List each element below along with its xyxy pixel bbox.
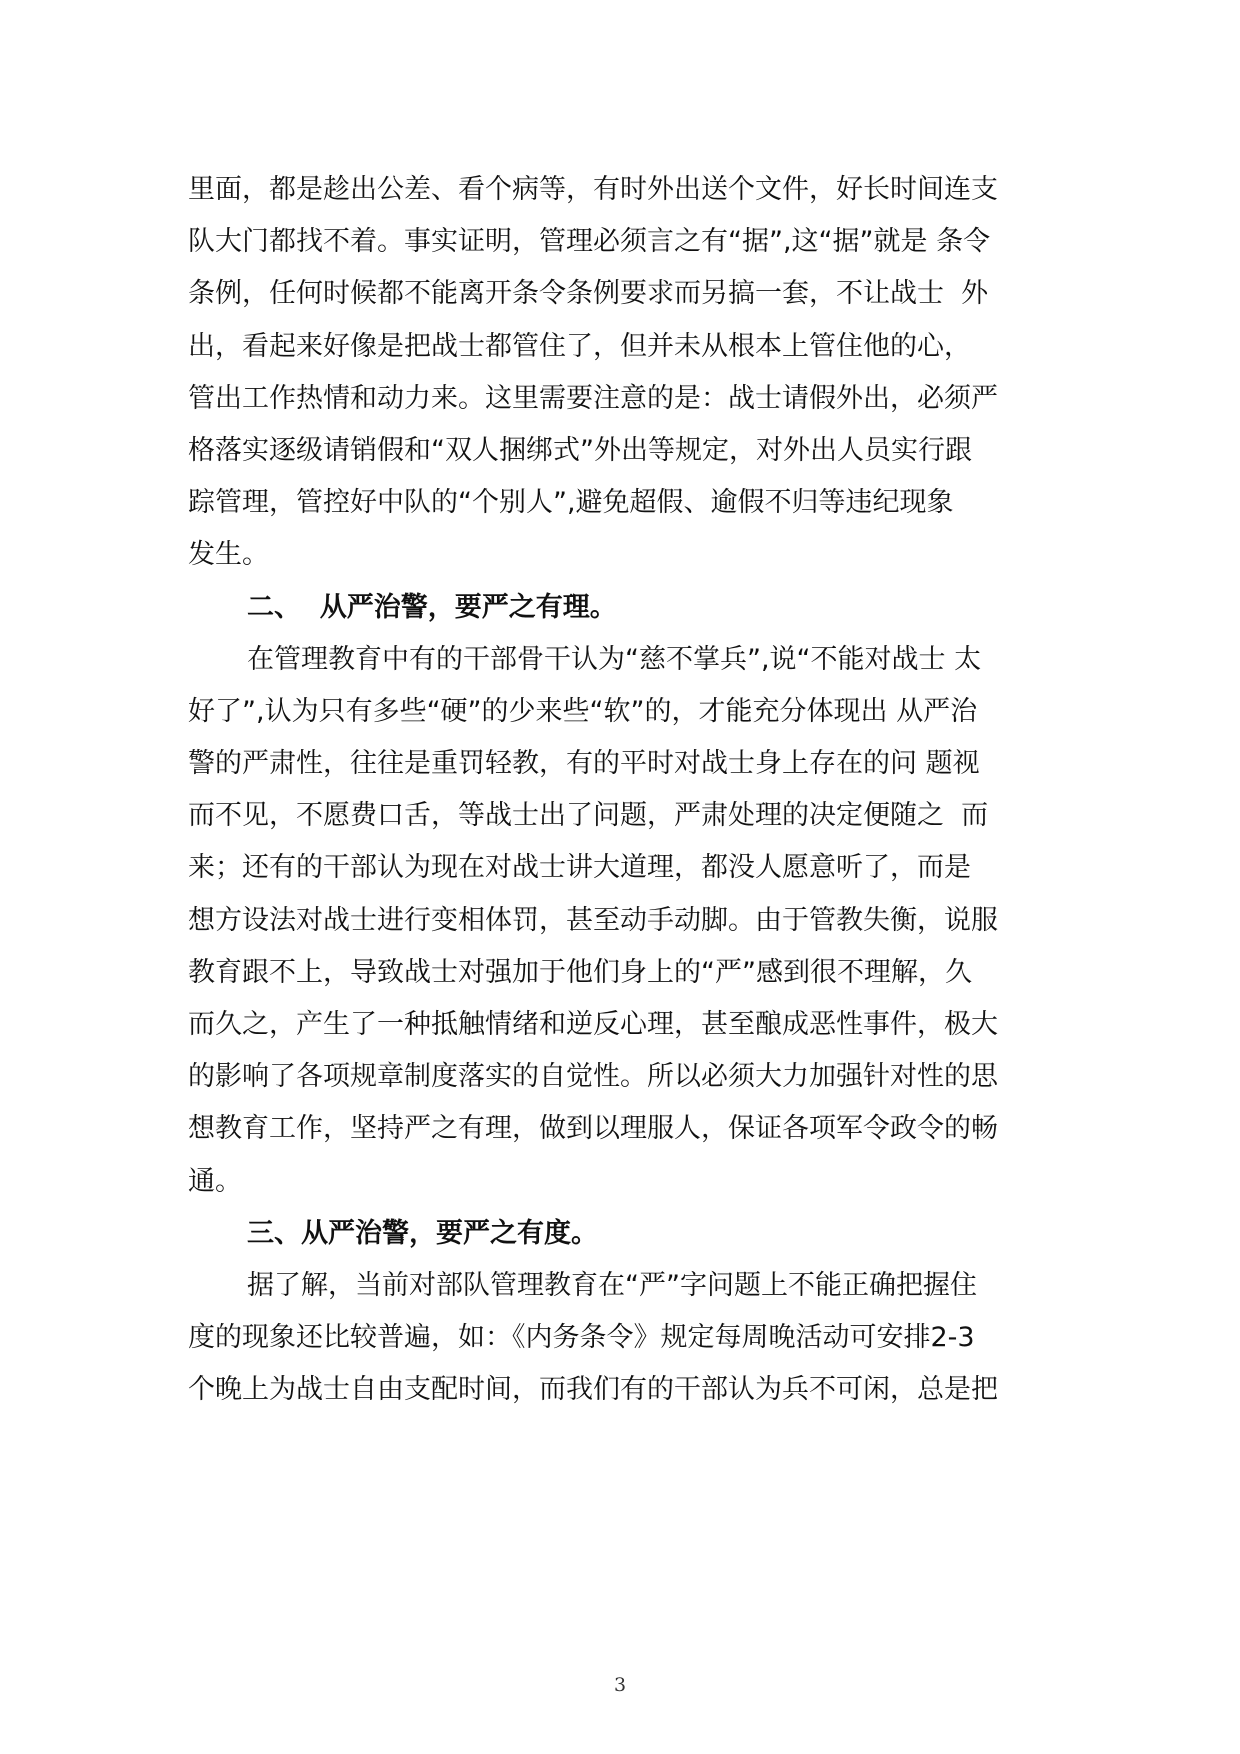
text-line: 教育跟不上，导致战士对强加于他们身上的“严”感到很不理解，久 xyxy=(188,956,972,988)
section-heading-2: 二、 从严治警，要严之有理。 xyxy=(247,591,617,623)
text-line: 据了解，当前对部队管理教育在“严”字问题上不能正确把握住 xyxy=(247,1269,977,1301)
section-heading-3: 三、从严治警，要严之有度。 xyxy=(247,1217,598,1249)
text-line: 而不见，不愿费口舌，等战士出了问题，严肃处理的决定便随之 而 xyxy=(188,800,989,832)
text-line: 来；还有的干部认为现在对战士讲大道理，都没人愿意听了，而是 xyxy=(188,852,971,884)
text-line: 在管理教育中有的干部骨干认为“慈不掌兵”,说“不能对战士 太 xyxy=(247,643,982,675)
page-number: 3 xyxy=(613,1674,627,1696)
text-line: 出，看起来好像是把战士都管住了，但并未从根本上管住他的心， xyxy=(188,330,971,362)
text-line: 好了”,认为只有多些“硬”的少来些“软”的，才能充分体现出 从严治 xyxy=(188,695,978,727)
text-line: 而久之，产生了一种抵触情绪和逆反心理，甚至酿成恶性事件，极大 xyxy=(188,1009,998,1040)
text-line: 发生。 xyxy=(188,539,269,571)
text-line: 想教育工作，坚持严之有理，做到以理服人，保证各项军令政令的畅 xyxy=(188,1113,998,1145)
body-text xyxy=(188,164,1060,1417)
text-line: 的影响了各项规章制度落实的自觉性。所以必须大力加强针对性的思 xyxy=(188,1061,998,1093)
text-line: 度的现象还比较普遍，如：《内务条令》规定每周晚活动可安排2-3 xyxy=(188,1322,975,1354)
text-line: 想方设法对战士进行变相体罚，甚至动手动脚。由于管教失衡，说服 xyxy=(188,904,998,936)
text-line: 格落实逐级请销假和“双人捆绑式”外出等规定，对外出人员实行跟 xyxy=(188,434,972,466)
text-line: 警的严肃性，往往是重罚轻教，有的平时对战士身上存在的问 题视 xyxy=(188,748,980,780)
text-line: 通。 xyxy=(188,1165,242,1197)
text-line: 踪管理，管控好中队的“个别人”,避免超假、逾假不归等违纪现象 xyxy=(188,487,954,519)
text-line: 个晚上为战士自由支配时间，而我们有的干部认为兵不可闲，总是把 xyxy=(188,1374,998,1406)
text-line: 队大门都找不着。事实证明，管理必须言之有“据”,这“据”就是 条令 xyxy=(188,226,991,258)
text-line: 里面，都是趁出公差、看个病等，有时外出送个文件，好长时间连支 xyxy=(188,174,998,205)
text-line: 管出工作热情和动力来。这里需要注意的是：战士请假外出，必须严 xyxy=(188,382,998,414)
text-line: 条例，任何时候都不能离开条令条例要求而另搞一套，不让战士 外 xyxy=(188,278,989,310)
